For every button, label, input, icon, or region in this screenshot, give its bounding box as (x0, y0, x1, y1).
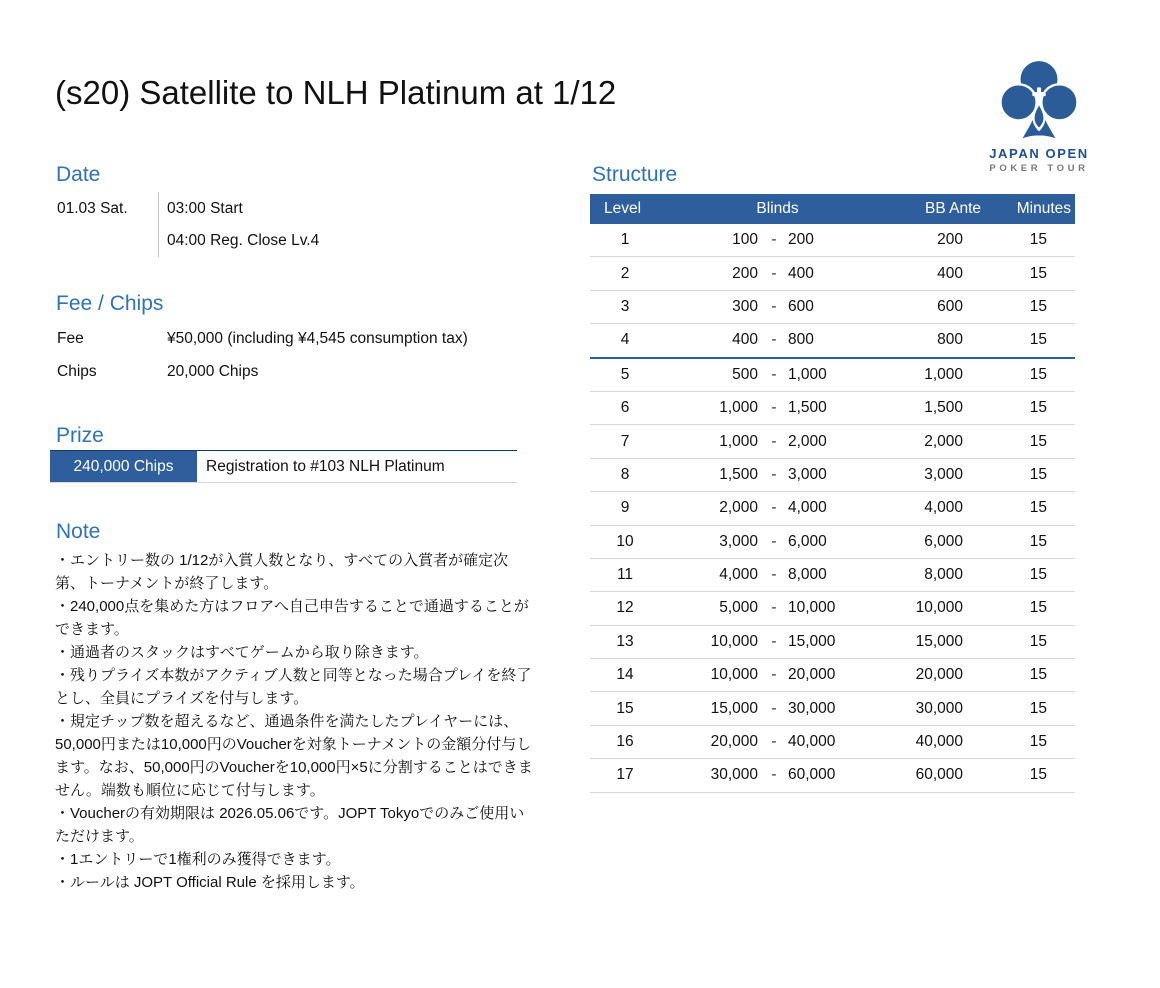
minutes-cell: 15 (983, 659, 1075, 692)
column-header-minutes: Minutes (983, 194, 1075, 224)
structure-row (590, 759, 1075, 792)
small-blind-cell: 3,000 (660, 525, 760, 558)
big-blind-cell: 200 (788, 224, 895, 257)
level-cell: 5 (590, 358, 660, 392)
structure-row (590, 492, 1075, 525)
small-blind-cell: 4,000 (660, 558, 760, 591)
reg-close-time: 04:00 Reg. Close Lv.4 (167, 232, 320, 249)
structure-row (590, 324, 1075, 358)
bb-ante-cell: 1,000 (895, 358, 983, 392)
note-item: ・1エントリーで1権利のみ獲得できます。 (55, 851, 341, 868)
blinds-separator: - (760, 458, 788, 491)
big-blind-cell: 800 (788, 324, 895, 358)
bb-ante-cell: 200 (895, 224, 983, 257)
page-title: (s20) Satellite to NLH Platinum at 1/12 (55, 74, 617, 111)
note-item: ・規定チップ数を超えるなど、通過条件を満たしたプレイヤーには、50,000円または10,000円のVoucherを対象トーナメントの金額分付与します。なお、50,000円のVoucherを10,000円×5に分割することはできません。端数も順位に応じて付与します。 (55, 713, 533, 799)
logo-wordmark-line2: POKER TOUR (989, 163, 1089, 174)
bb-ante-cell: 40,000 (895, 725, 983, 758)
level-cell: 12 (590, 592, 660, 625)
structure-section-heading: Structure (592, 163, 678, 186)
small-blind-cell: 1,000 (660, 425, 760, 458)
small-blind-cell: 5,000 (660, 592, 760, 625)
small-blind-cell: 500 (660, 358, 760, 392)
blinds-separator: - (760, 659, 788, 692)
structure-table-body (590, 224, 1075, 792)
big-blind-cell: 4,000 (788, 492, 895, 525)
structure-row (590, 725, 1075, 758)
structure-row (590, 692, 1075, 725)
note-item: ・通過者のスタックはすべてゲームから取り除きます。 (55, 644, 429, 661)
date-divider (158, 192, 159, 257)
date-section-heading: Date (56, 163, 101, 186)
bb-ante-cell: 1,500 (895, 391, 983, 424)
logo-wordmark-line1: JAPAN OPEN (989, 146, 1089, 161)
jopt-logo (979, 56, 1099, 174)
blinds-separator: - (760, 692, 788, 725)
blinds-separator: - (760, 425, 788, 458)
structure-table (590, 194, 1075, 793)
small-blind-cell: 400 (660, 324, 760, 358)
blinds-separator: - (760, 725, 788, 758)
small-blind-cell: 100 (660, 224, 760, 257)
structure-row (590, 525, 1075, 558)
structure-row (590, 224, 1075, 257)
minutes-cell: 15 (983, 224, 1075, 257)
structure-row (590, 290, 1075, 323)
bb-ante-cell: 8,000 (895, 558, 983, 591)
big-blind-cell: 1,500 (788, 391, 895, 424)
minutes-cell: 15 (983, 525, 1075, 558)
big-blind-cell: 40,000 (788, 725, 895, 758)
chips-value: 20,000 Chips (167, 363, 259, 380)
level-cell: 9 (590, 492, 660, 525)
bb-ante-cell: 15,000 (895, 625, 983, 658)
big-blind-cell: 6,000 (788, 525, 895, 558)
level-cell: 3 (590, 290, 660, 323)
bb-ante-cell: 6,000 (895, 525, 983, 558)
note-item: ・ルールは JOPT Official Rule を採用します。 (55, 874, 365, 891)
small-blind-cell: 30,000 (660, 759, 760, 792)
prize-description: Registration to #103 NLH Platinum (206, 457, 445, 475)
big-blind-cell: 400 (788, 257, 895, 290)
bb-ante-cell: 400 (895, 257, 983, 290)
level-cell: 7 (590, 425, 660, 458)
bb-ante-cell: 10,000 (895, 592, 983, 625)
level-cell: 11 (590, 558, 660, 591)
level-cell: 16 (590, 725, 660, 758)
bb-ante-cell: 2,000 (895, 425, 983, 458)
bb-ante-cell: 60,000 (895, 759, 983, 792)
fee-chips-section-heading: Fee / Chips (56, 292, 164, 315)
start-time: 03:00 Start (167, 200, 243, 217)
minutes-cell: 15 (983, 759, 1075, 792)
minutes-cell: 15 (983, 458, 1075, 491)
structure-row (590, 458, 1075, 491)
structure-row (590, 358, 1075, 392)
column-header-bb-ante: BB Ante (895, 194, 983, 224)
blinds-separator: - (760, 358, 788, 392)
minutes-cell: 15 (983, 324, 1075, 358)
level-cell: 14 (590, 659, 660, 692)
fee-label: Fee (57, 330, 84, 347)
bb-ante-cell: 30,000 (895, 692, 983, 725)
structure-row (590, 592, 1075, 625)
minutes-cell: 15 (983, 391, 1075, 424)
note-item: ・エントリー数の 1/12が入賞人数となり、すべての入賞者が確定次第、トーナメントが終了します。 (55, 552, 509, 592)
note-item: ・残りプライズ本数がアクティブ人数と同等となった場合プレイを終了とし、全員にプライズを付与します。 (55, 667, 532, 707)
blinds-separator: - (760, 391, 788, 424)
blinds-separator: - (760, 324, 788, 358)
big-blind-cell: 600 (788, 290, 895, 323)
minutes-cell: 15 (983, 290, 1075, 323)
column-header-level: Level (590, 194, 660, 224)
column-header-blinds: Blinds (660, 194, 895, 224)
prize-amount-badge: 240,000 Chips (50, 451, 197, 482)
small-blind-cell: 200 (660, 257, 760, 290)
level-cell: 6 (590, 391, 660, 424)
blinds-separator: - (760, 625, 788, 658)
structure-header-row (590, 194, 1075, 224)
minutes-cell: 15 (983, 358, 1075, 392)
big-blind-cell: 20,000 (788, 659, 895, 692)
big-blind-cell: 8,000 (788, 558, 895, 591)
big-blind-cell: 60,000 (788, 759, 895, 792)
bb-ante-cell: 800 (895, 324, 983, 358)
big-blind-cell: 3,000 (788, 458, 895, 491)
bb-ante-cell: 20,000 (895, 659, 983, 692)
note-item: ・240,000点を集めた方はフロアへ自己申告することで通過することができます。 (55, 598, 529, 638)
prize-row (50, 450, 517, 483)
blinds-separator: - (760, 759, 788, 792)
level-cell: 17 (590, 759, 660, 792)
note-section-heading: Note (56, 520, 101, 543)
blinds-separator: - (760, 492, 788, 525)
big-blind-cell: 10,000 (788, 592, 895, 625)
level-cell: 13 (590, 625, 660, 658)
bb-ante-cell: 600 (895, 290, 983, 323)
blinds-separator: - (760, 558, 788, 591)
small-blind-cell: 15,000 (660, 692, 760, 725)
structure-row (590, 625, 1075, 658)
level-cell: 2 (590, 257, 660, 290)
minutes-cell: 15 (983, 592, 1075, 625)
minutes-cell: 15 (983, 558, 1075, 591)
minutes-cell: 15 (983, 625, 1075, 658)
small-blind-cell: 20,000 (660, 725, 760, 758)
big-blind-cell: 30,000 (788, 692, 895, 725)
level-cell: 10 (590, 525, 660, 558)
minutes-cell: 15 (983, 492, 1075, 525)
minutes-cell: 15 (983, 692, 1075, 725)
chips-label: Chips (57, 363, 97, 380)
structure-row (590, 558, 1075, 591)
blinds-separator: - (760, 257, 788, 290)
small-blind-cell: 10,000 (660, 659, 760, 692)
big-blind-cell: 15,000 (788, 625, 895, 658)
blinds-separator: - (760, 224, 788, 257)
small-blind-cell: 1,500 (660, 458, 760, 491)
bb-ante-cell: 4,000 (895, 492, 983, 525)
bb-ante-cell: 3,000 (895, 458, 983, 491)
small-blind-cell: 10,000 (660, 625, 760, 658)
big-blind-cell: 2,000 (788, 425, 895, 458)
note-list (55, 549, 536, 894)
minutes-cell: 15 (983, 257, 1075, 290)
blinds-separator: - (760, 592, 788, 625)
level-cell: 8 (590, 458, 660, 491)
big-blind-cell: 1,000 (788, 358, 895, 392)
note-item: ・Voucherの有効期限は 2026.05.06です。JOPT Tokyoでのみご使用いただけます。 (55, 805, 525, 845)
level-cell: 4 (590, 324, 660, 358)
club-drop-logo-icon (979, 56, 1099, 144)
minutes-cell: 15 (983, 725, 1075, 758)
structure-row (590, 425, 1075, 458)
event-date: 01.03 Sat. (57, 200, 128, 217)
blinds-separator: - (760, 290, 788, 323)
level-cell: 15 (590, 692, 660, 725)
small-blind-cell: 2,000 (660, 492, 760, 525)
structure-row (590, 659, 1075, 692)
level-cell: 1 (590, 224, 660, 257)
fee-value: ¥50,000 (including ¥4,545 consumption tax) (167, 330, 468, 347)
structure-row (590, 391, 1075, 424)
prize-section-heading: Prize (56, 424, 104, 447)
small-blind-cell: 300 (660, 290, 760, 323)
structure-row (590, 257, 1075, 290)
small-blind-cell: 1,000 (660, 391, 760, 424)
minutes-cell: 15 (983, 425, 1075, 458)
blinds-separator: - (760, 525, 788, 558)
